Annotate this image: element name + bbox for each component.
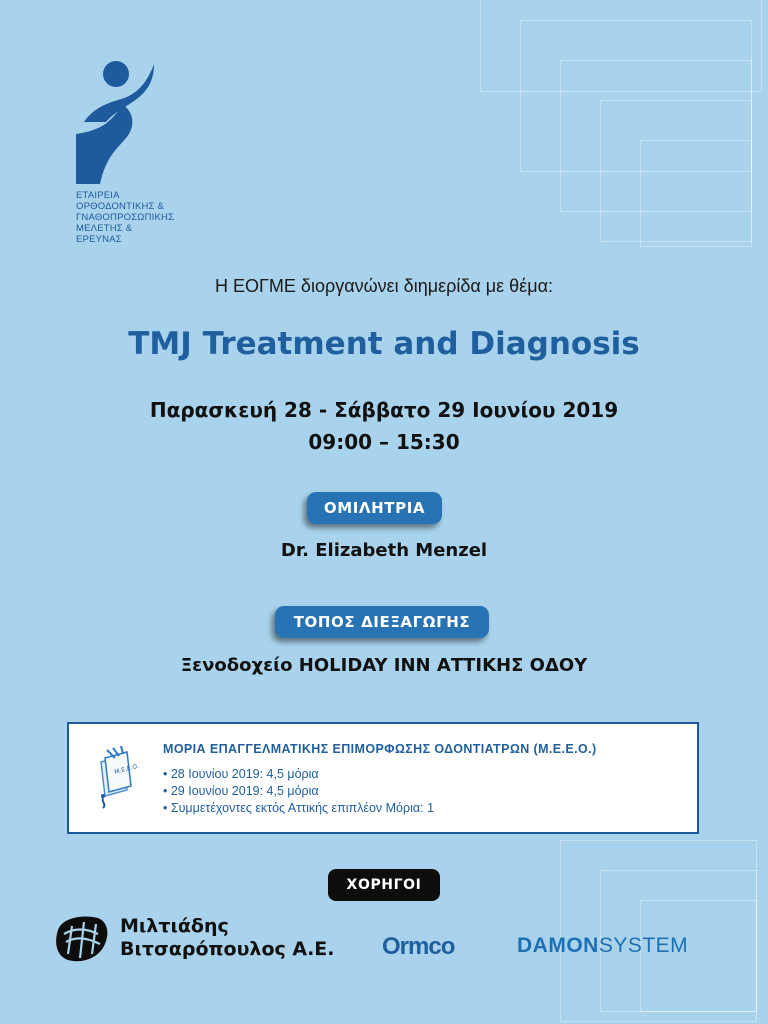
organization-logo-icon: [76, 60, 158, 186]
sponsor-damon-system: [517, 934, 688, 958]
vitsaropoulos-name: [120, 915, 335, 961]
list-item: • 29 Ιουνίου 2019: 4,5 μόρια: [163, 783, 434, 800]
organization-name-line: ΕΡΕΥΝΑΣ: [76, 234, 122, 245]
organization-name-line: ΜΕΛΕΤΗΣ &: [76, 223, 133, 234]
credits-box: [67, 722, 699, 834]
organization-name-line: ΓΝΑΘΟΠΡΟΣΩΠΙΚΗΣ: [76, 212, 175, 223]
venue-name: Ξενοδοχείο HOLIDAY INN ΑΤΤΙΚΗΣ ΟΔΟΥ: [180, 655, 588, 676]
decorative-square: [640, 140, 752, 247]
sponsors-label-badge: ΧΟΡΗΓΟΙ: [328, 869, 440, 901]
organization-logo: [76, 60, 196, 245]
list-item: • 28 Ιουνίου 2019: 4,5 μόρια: [163, 766, 434, 783]
system-label: SYSTEM: [598, 934, 689, 957]
event-time: 09:00 – 15:30: [308, 430, 460, 454]
credits-list: [163, 766, 434, 817]
organization-name-line: ΕΤΑΙΡΕΙΑ: [76, 190, 120, 201]
damon-label: DAMON: [517, 934, 599, 957]
event-title: TMJ Treatment and Diagnosis: [128, 326, 640, 362]
venue-label-badge: ΤΟΠΟΣ ΔΙΕΞΑΓΩΓΗΣ: [275, 606, 489, 638]
organization-name-line: ΟΡΘΟΔΟΝΤΙΚΗΣ &: [76, 201, 164, 212]
speaker-label-badge: ΟΜΙΛΗΤΡΙΑ: [307, 492, 442, 524]
list-item: • Συμμετέχοντες εκτός Αττικής επιπλέον Μόρια: 1: [163, 800, 434, 817]
meeo-logo-label: Μ.Ε.Ε.Ο.: [113, 762, 139, 776]
vitsaropoulos-name-line1: Μιλτιάδης: [120, 915, 229, 937]
event-intro: Η ΕΟΓΜΕ διοργανώνει διημερίδα με θέμα:: [215, 276, 553, 296]
sponsor-ormco: Ormco: [382, 933, 455, 960]
credits-heading: ΜΟΡΙΑ ΕΠΑΓΓΕΛΜΑΤΙΚΗΣ ΕΠΙΜΟΡΦΩΣΗΣ ΟΔΟΝΤΙΑΤΡΩΝ (Μ.Ε.Ε.Ο.): [163, 742, 597, 756]
sponsor-vitsaropoulos: [52, 912, 335, 964]
vitsaropoulos-logo-icon: [52, 912, 110, 964]
event-date: Παρασκευή 28 - Σάββατο 29 Ιουνίου 2019: [149, 398, 619, 422]
speaker-name: Dr. Elizabeth Menzel: [280, 540, 488, 561]
organization-name: [76, 190, 196, 245]
vitsaropoulos-name-line2: Βιτσαρόπουλος Α.Ε.: [120, 938, 335, 960]
meeo-logo-icon: [93, 746, 139, 814]
